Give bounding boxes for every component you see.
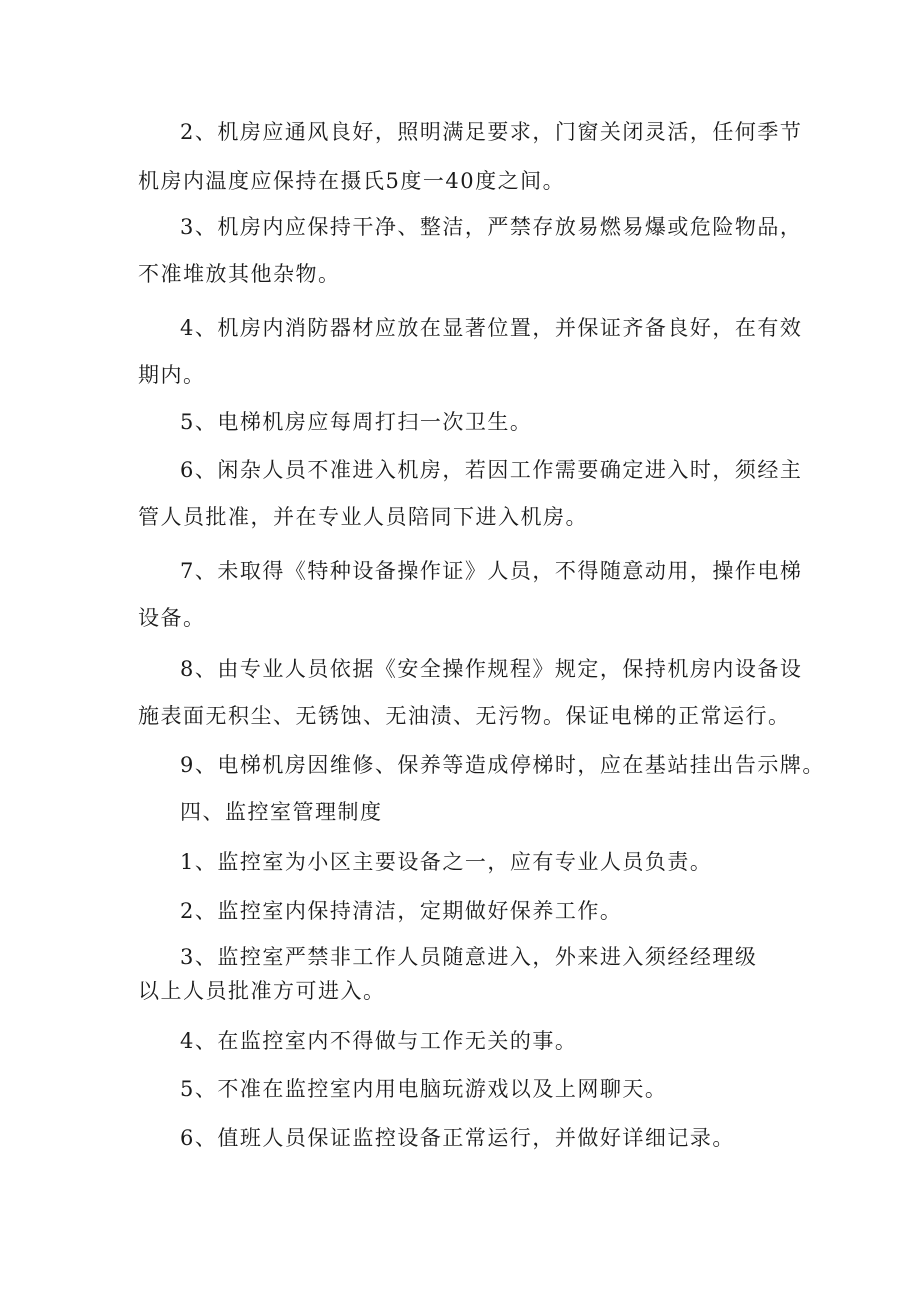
paragraph-line: 期内。 <box>138 363 206 387</box>
section-heading: 四、监控室管理制度 <box>180 800 383 824</box>
paragraph-line: 2、机房应通风良好，照明满足要求，门窗关闭灵活，任何季节 <box>180 120 803 144</box>
paragraph-line: 4、机房内消防器材应放在显著位置，并保证齐备良好，在有效 <box>180 316 803 340</box>
paragraph-line: 不准堆放其他杂物。 <box>138 262 341 286</box>
paragraph-line: 以上人员批准方可进入。 <box>138 979 386 1003</box>
paragraph-line: 5、电梯机房应每周打扫一次卫生。 <box>180 410 533 434</box>
paragraph-line: 3、机房内应保持干净、整洁，严禁存放易燃易爆或危险物品， <box>180 215 803 239</box>
paragraph-line: 设备。 <box>138 606 206 630</box>
paragraph-line: 5、不准在监控室内用电脑玩游戏以及上网聊天。 <box>180 1077 668 1101</box>
paragraph-line: 6、值班人员保证监控设备正常运行，并做好详细记录。 <box>180 1126 735 1150</box>
paragraph-line: 4、在监控室内不得做与工作无关的事。 <box>180 1029 578 1053</box>
paragraph-line: 机房内温度应保持在摄氏5度一40度之间。 <box>138 169 566 193</box>
paragraph-line: 9、电梯机房因维修、保养等造成停梯时，应在基站挂出告示牌。 <box>180 753 825 777</box>
paragraph-line: 7、未取得《特种设备操作证》人员，不得随意动用，操作电梯 <box>180 559 803 583</box>
paragraph-line: 2、监控室内保持清洁，定期做好保养工作。 <box>180 899 623 923</box>
paragraph-line: 8、由专业人员依据《安全操作规程》规定，保持机房内设备设 <box>180 657 803 681</box>
paragraph-line: 1、监控室为小区主要设备之一，应有专业人员负责。 <box>180 850 713 874</box>
paragraph-line: 3、监控室严禁非工作人员随意进入，外来进入须经经理级 <box>180 945 758 969</box>
paragraph-line: 6、闲杂人员不准进入机房，若因工作需要确定进入时，须经主 <box>180 458 803 482</box>
paragraph-line: 施表面无积尘、无锈蚀、无油渍、无污物。保证电梯的正常运行。 <box>138 704 791 728</box>
paragraph-line: 管人员批准，并在专业人员陪同下进入机房。 <box>138 505 588 529</box>
